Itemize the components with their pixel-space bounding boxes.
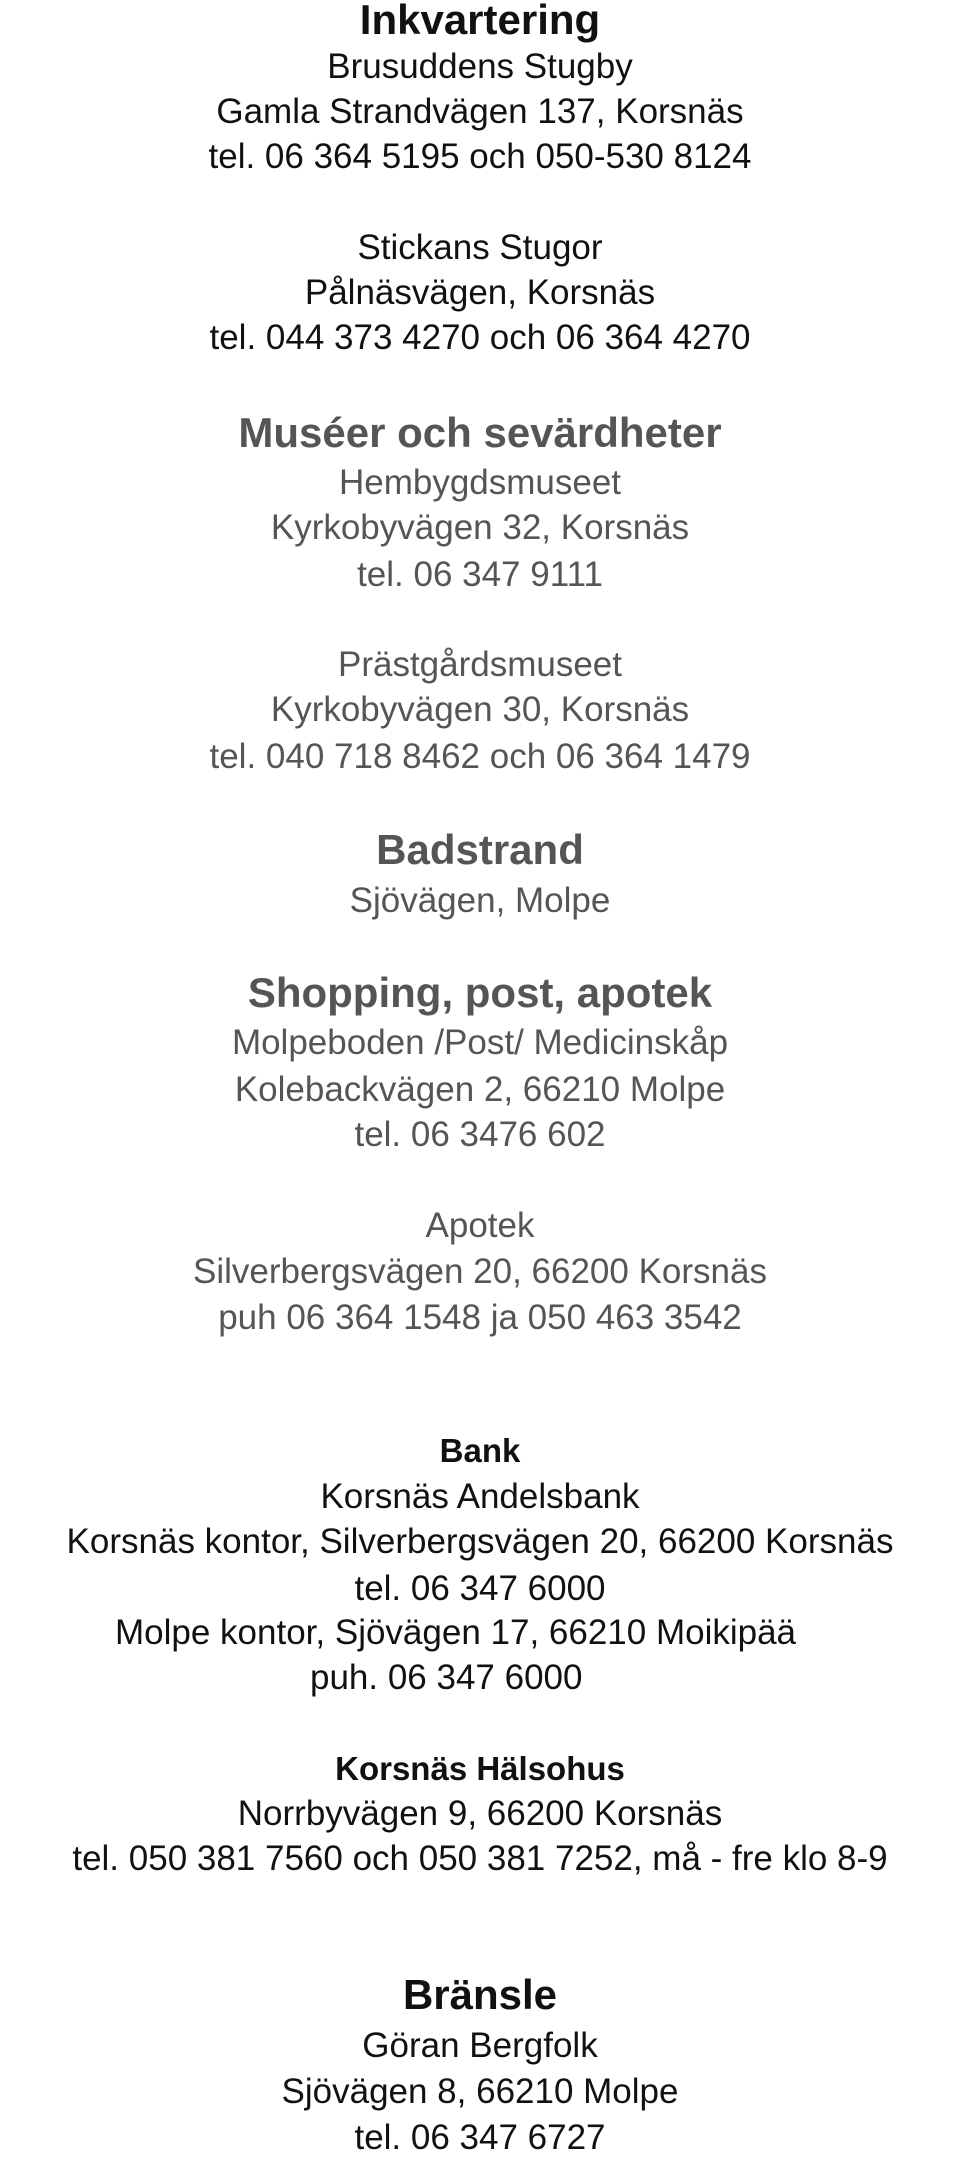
- heading-shopping: Shopping, post, apotek: [247, 969, 713, 1016]
- bransle-phone: tel. 06 347 6727: [354, 2118, 606, 2157]
- shopping-place1-phone: tel. 06 3476 602: [354, 1115, 606, 1154]
- inkvartering-place2-name: Stickans Stugor: [357, 228, 603, 267]
- heading-halsohus: Korsnäs Hälsohus: [335, 1750, 625, 1787]
- museer-place2-phone: tel. 040 718 8462 och 06 364 1479: [209, 737, 751, 776]
- inkvartering-place2-phone: tel. 044 373 4270 och 06 364 4270: [209, 318, 751, 357]
- heading-badstrand: Badstrand: [376, 826, 584, 873]
- bank-name: Korsnäs Andelsbank: [320, 1477, 640, 1516]
- museer-place2-address: Kyrkobyvägen 30, Korsnäs: [270, 690, 690, 729]
- inkvartering-place1-name: Brusuddens Stugby: [327, 47, 633, 86]
- shopping-place2-phone: puh 06 364 1548 ja 050 463 3542: [218, 1298, 742, 1337]
- badstrand-address: Sjövägen, Molpe: [349, 881, 611, 920]
- bank-office1: Korsnäs kontor, Silverbergsvägen 20, 66200 Korsnäs: [66, 1522, 894, 1561]
- shopping-place2-address: Silverbergsvägen 20, 66200 Korsnäs: [193, 1252, 767, 1291]
- museer-place1-address: Kyrkobyvägen 32, Korsnäs: [270, 508, 690, 547]
- shopping-place1-address: Kolebackvägen 2, 66210 Molpe: [234, 1070, 726, 1109]
- heading-inkvartering: Inkvartering: [359, 0, 601, 43]
- heading-museer: Muséer och sevärdheter: [238, 409, 722, 456]
- halsohus-phone: tel. 050 381 7560 och 050 381 7252, må - fre klo 8-9: [72, 1839, 888, 1878]
- heading-bransle: Bränsle: [402, 1971, 558, 2018]
- inkvartering-place2-address: Pålnäsvägen, Korsnäs: [304, 273, 656, 312]
- museer-place2-name: Prästgårdsmuseet: [337, 645, 623, 684]
- bransle-name: Göran Bergfolk: [362, 2026, 598, 2065]
- shopping-place1-name: Molpeboden /Post/ Medicinskåp: [231, 1023, 729, 1062]
- halsohus-address: Norrbyvägen 9, 66200 Korsnäs: [237, 1794, 723, 1833]
- inkvartering-place1-phone: tel. 06 364 5195 och 050-530 8124: [208, 137, 752, 176]
- heading-bank: Bank: [439, 1432, 521, 1469]
- bank-phone1: tel. 06 347 6000: [354, 1569, 606, 1608]
- bank-office2: Molpe kontor, Sjövägen 17, 66210 Moikipää: [115, 1613, 797, 1652]
- shopping-place2-name: Apotek: [425, 1206, 535, 1245]
- bank-phone2: puh. 06 347 6000: [310, 1658, 583, 1697]
- museer-place1-phone: tel. 06 347 9111: [357, 555, 603, 594]
- inkvartering-place1-address: Gamla Strandvägen 137, Korsnäs: [216, 92, 744, 131]
- museer-place1-name: Hembygdsmuseet: [338, 463, 622, 502]
- bransle-address: Sjövägen 8, 66210 Molpe: [281, 2072, 679, 2111]
